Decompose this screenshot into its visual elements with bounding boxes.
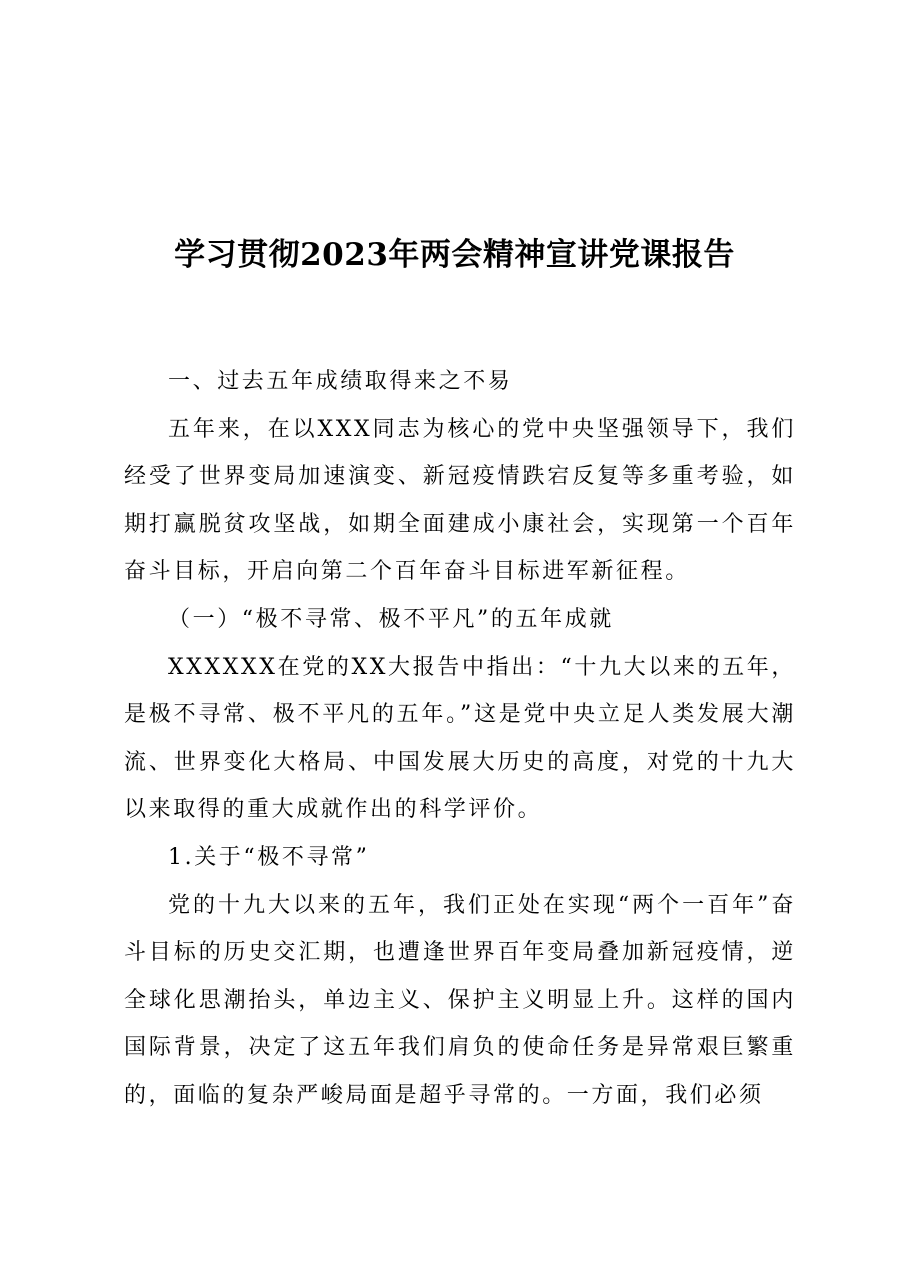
document-body xyxy=(124,358,796,1120)
subsection-heading: （一）“极不寻常、极不平凡”的五年成就 xyxy=(168,606,614,632)
paragraph: XXXXXX在党的XX大报告中指出：“十九大以来的五年，是极不寻常、极不平凡的五年。”这是党中央立足人类发展大潮流、世界变化大格局、中国发展大历史的高度，对党的十九大以来取得的重大成就作出的科学评价。 xyxy=(124,654,796,823)
document-title: 学习贯彻2023年两会精神宣讲党课报告 xyxy=(174,236,735,273)
subsection-heading: 1.关于“极不寻常” xyxy=(168,844,370,870)
paragraph: 五年来，在以XXX同志为核心的党中央坚强领导下，我们经受了世界变局加速演变、新冠疫情跌宕反复等多重考验，如期打赢脱贫攻坚战，如期全面建成小康社会，实现第一个百年奋斗目标，开启向第二个百年奋斗目标进军新征程。 xyxy=(124,416,796,585)
section-heading: 一、过去五年成绩取得来之不易 xyxy=(168,369,513,394)
paragraph: 党的十九大以来的五年，我们正处在实现“两个一百年”奋斗目标的历史交汇期，也遭逢世界百年变局叠加新冠疫情，逆全球化思潮抬头，单边主义、保护主义明显上升。这样的国内国际背景，决定了这五年我们肩负的使命任务是异常艰巨繁重的，面临的复杂严峻局面是超乎寻常的。一方面，我们必须 xyxy=(124,892,796,1108)
